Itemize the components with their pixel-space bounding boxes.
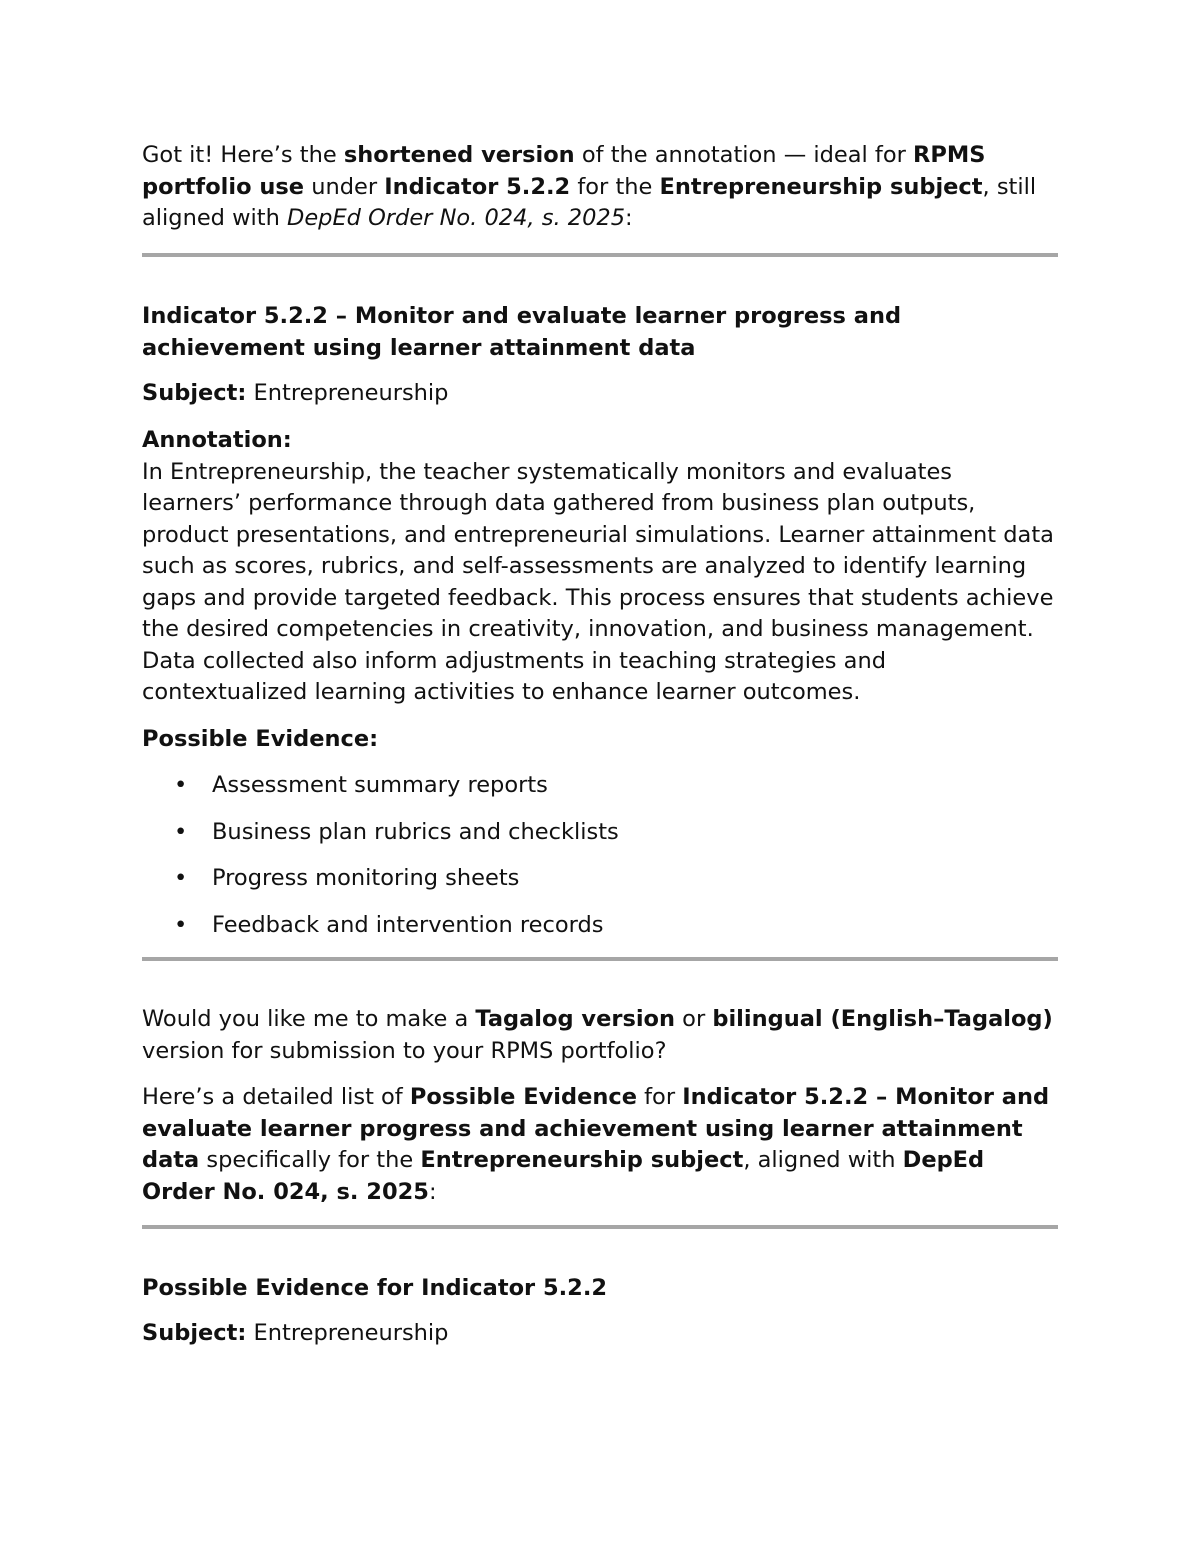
followup-bold-tagalog: Tagalog version xyxy=(475,1006,676,1032)
subject-label-2: Subject: xyxy=(142,1320,247,1346)
detailed-bold-deped-order: DepEd Order No. 024, s. 2025 xyxy=(142,1147,985,1205)
indicator-heading: Indicator 5.2.2 – Monitor and evaluate learner progress and achievement using learner attainment data xyxy=(142,302,902,361)
detailed-bold-subject: Entrepreneurship subject xyxy=(420,1147,744,1173)
intro-text: for the xyxy=(570,173,660,200)
subject-line-2 xyxy=(142,1318,1058,1350)
detailed-text: Here’s a detailed list of xyxy=(142,1084,410,1110)
bullet-icon: • xyxy=(174,818,188,845)
followup-paragraph xyxy=(142,1004,1058,1067)
list-item-text: Business plan rubrics and checklists xyxy=(212,818,619,845)
intro-bold-shortened-version: shortened version xyxy=(343,142,575,168)
divider-2 xyxy=(142,957,1058,961)
intro-bold-indicator: Indicator 5.2.2 xyxy=(384,173,571,200)
intro-bold-rpms-portfolio: RPMS portfolio use xyxy=(142,142,986,200)
subject-line xyxy=(142,378,1058,410)
bullet-icon: • xyxy=(174,911,188,938)
list-item-text: Progress monitoring sheets xyxy=(212,865,520,891)
divider-1 xyxy=(142,253,1058,257)
detailed-text: for xyxy=(636,1084,683,1110)
detailed-text: : xyxy=(428,1178,437,1205)
intro-italic-deped-order: DepEd Order No. 024, s. 2025 xyxy=(287,205,626,231)
annotation-text: In Entrepreneurship, the teacher systematically monitors and evaluates learners’ performance through data gathered from business plan outputs, product presentations, and entrepreneurial simulations. Learner attainment data such as scores, rubrics, and self-assessments are analyzed to identify learning gaps and provide targeted feedback. This process ensures that students achieve the desired competencies in creativity, innovation, and business management. Data collected also inform adjustments in teaching strategies and contextualized learning activities to enhance learner outcomes. xyxy=(142,458,1054,705)
list-item xyxy=(142,817,1058,849)
intro-text: Got it! Here’s the xyxy=(142,142,344,168)
intro-text: , still aligned with xyxy=(142,173,1037,231)
document-page xyxy=(142,140,1058,1350)
detailed-text: , aligned with xyxy=(743,1147,903,1173)
intro-text: of the annotation — ideal for xyxy=(574,142,914,168)
evidence-list xyxy=(142,770,1058,941)
followup-text: version for submission to your RPMS portfolio? xyxy=(142,1037,667,1064)
intro-bold-subject: Entrepreneurship subject xyxy=(659,173,983,200)
followup-text: Would you like me to make a xyxy=(142,1006,476,1032)
detailed-text: specifically for the xyxy=(199,1147,421,1173)
possible-evidence-label: Possible Evidence: xyxy=(142,725,379,752)
detailed-bold-indicator: Indicator 5.2.2 – Monitor and evaluate learner progress and achievement using learner attainment data xyxy=(142,1084,1050,1173)
intro-text: under xyxy=(304,173,385,200)
list-item-text: Feedback and intervention records xyxy=(212,911,604,938)
followup-text: or xyxy=(675,1006,713,1032)
divider-3 xyxy=(142,1225,1058,1229)
list-item xyxy=(142,910,1058,942)
list-item xyxy=(142,770,1058,802)
subject-value: Entrepreneurship xyxy=(246,379,449,406)
list-item-text: Assessment summary reports xyxy=(212,772,548,798)
bullet-icon: • xyxy=(174,772,188,798)
subject-value-2: Entrepreneurship xyxy=(246,1320,449,1346)
bullet-icon: • xyxy=(174,865,188,891)
subject-label: Subject: xyxy=(142,379,247,406)
annotation-label: Annotation: xyxy=(142,427,292,453)
list-item xyxy=(142,863,1058,895)
detailed-paragraph xyxy=(142,1082,1058,1208)
intro-paragraph xyxy=(142,140,1058,235)
followup-bold-bilingual: bilingual (English–Tagalog) xyxy=(712,1006,1053,1032)
possible-evidence-heading: Possible Evidence for Indicator 5.2.2 xyxy=(142,1275,608,1301)
intro-text: : xyxy=(625,205,633,231)
detailed-bold-possible-evidence: Possible Evidence xyxy=(409,1084,637,1110)
